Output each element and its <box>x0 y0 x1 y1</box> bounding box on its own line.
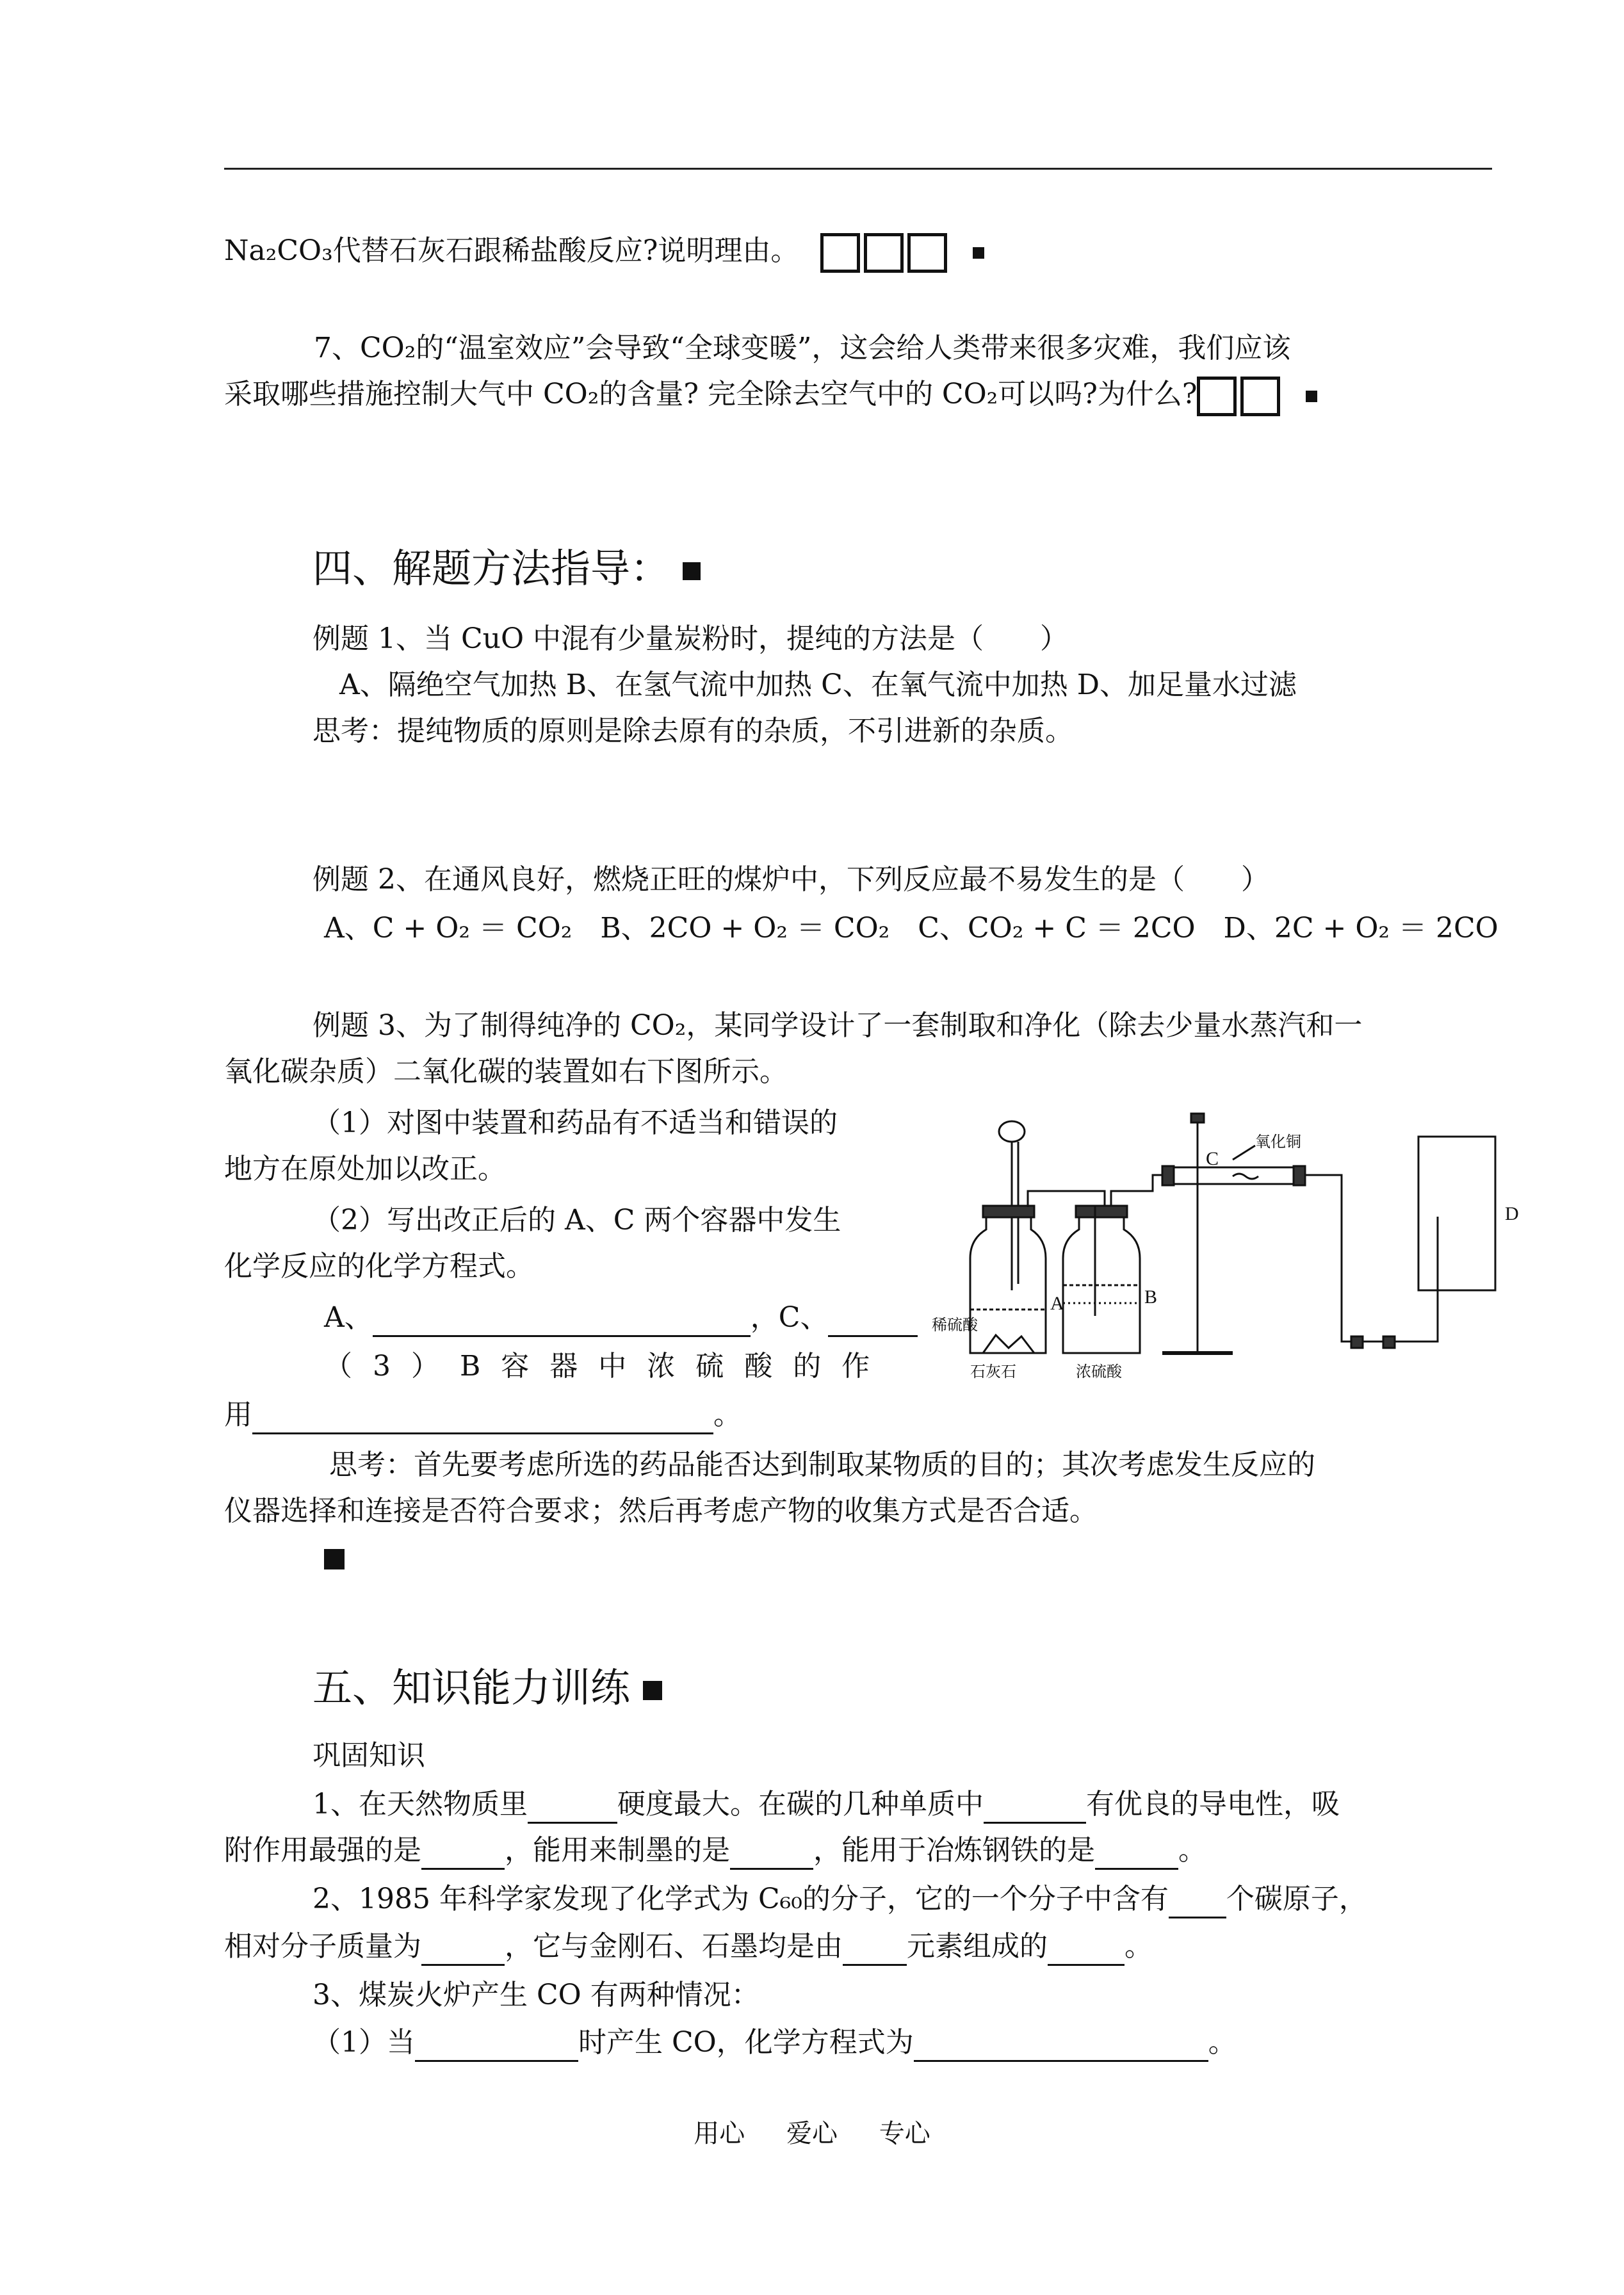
ex3-end <box>324 1538 345 1577</box>
answer-blank[interactable] <box>984 1795 1086 1824</box>
answer-box[interactable] <box>864 233 904 273</box>
marker-square-icon <box>324 1549 345 1569</box>
marker-square-icon <box>683 562 701 580</box>
label-a: A <box>1050 1293 1064 1314</box>
answer-blank[interactable] <box>252 1406 713 1434</box>
answer-box[interactable] <box>1197 377 1237 416</box>
answer-blank[interactable] <box>843 1937 907 1966</box>
label-limestone: 石灰石 <box>970 1364 1016 1380</box>
collection-bottle-d <box>1418 1137 1495 1290</box>
label-c: C <box>1206 1148 1219 1169</box>
answer-blank[interactable] <box>421 1937 505 1966</box>
answer-blank[interactable] <box>914 2033 1208 2062</box>
ex3-q3b: 用 。 <box>224 1396 742 1434</box>
label-copper-oxide: 氧化铜 <box>1255 1134 1301 1151</box>
marker-square-icon <box>1306 391 1317 402</box>
ex3-think2: 仪器选择和连接是否符合要求；然后再考虑产物的收集方式是否合适。 <box>224 1495 1098 1527</box>
ex3-think1: 思考：首先要考虑所选的药品能否达到制取某物质的目的；其次考虑发生反应的 <box>329 1448 1315 1481</box>
q7-line2: 采取哪些措施控制大气中 CO₂的含量? 完全除去空气中的 CO₂可以吗?为什么? <box>224 375 1317 416</box>
answer-blank[interactable] <box>421 1841 505 1870</box>
s5-q2-line2: 相对分子质量为 ，它与金刚石、石墨均是由 元素组成的 。 <box>224 1927 1153 1966</box>
q6-tail: Na₂CO₃代替石灰石跟稀盐酸反应?说明理由。 <box>224 232 984 273</box>
answer-blank[interactable] <box>373 1308 751 1337</box>
section5-title: 五、知识能力训练 <box>313 1662 662 1714</box>
answer-blank[interactable] <box>730 1841 813 1870</box>
answer-box[interactable] <box>907 233 947 273</box>
bottle-b <box>1063 1213 1140 1353</box>
label-conc-acid: 浓硫酸 <box>1076 1364 1122 1380</box>
marker-square-icon <box>973 247 984 259</box>
funnel <box>999 1121 1025 1142</box>
marker-square-icon <box>643 1681 662 1700</box>
header-rule <box>224 168 1492 170</box>
ex3-q1a: （1）对图中装置和药品有不适当和错误的 <box>313 1107 838 1139</box>
ex3-line1: 例题 3、为了制得纯净的 CO₂，某同学设计了一套制取和净化（除去少量水蒸汽和一 <box>313 1009 1363 1042</box>
section4-title: 四、解题方法指导： <box>313 543 701 594</box>
ex2-options: A、C + O₂ ＝ CO₂ B、2CO + O₂ ＝ CO₂ C、CO₂ + C ＝ 2CO D、2C + O₂ ＝ 2CO <box>324 912 1498 945</box>
ex3-q2b: 化学反应的化学方程式。 <box>224 1250 534 1283</box>
s5-q1-line1: 1、在天然物质里 硬度最大。在碳的几种单质中 有优良的导电性，吸 <box>313 1785 1340 1824</box>
answer-blank[interactable] <box>415 2033 578 2062</box>
bottle-a <box>970 1213 1046 1353</box>
answer-blank[interactable] <box>1169 1890 1226 1918</box>
s5-q2-line1: 2、1985 年科学家发现了化学式为 C₆₀的分子，它的一个分子中含有 个碳原子， <box>313 1880 1367 1918</box>
ex3-q3a: （ 3 ） B 容 器 中 浓 硫 酸 的 作 <box>324 1350 876 1383</box>
ex1-options: A、隔绝空气加热 B、在氢气流中加热 C、在氧气流中加热 D、加足量水过滤 <box>339 669 1297 701</box>
answer-blank[interactable] <box>1048 1937 1125 1966</box>
ex3-q2a: （2）写出改正后的 A、C 两个容器中发生 <box>313 1204 841 1237</box>
s5-q1-line2: 附作用最强的是 ，能用来制墨的是 ，能用于冶炼钢铁的是 。 <box>224 1831 1206 1870</box>
label-b: B <box>1144 1286 1158 1308</box>
answer-blank[interactable] <box>828 1308 918 1337</box>
apparatus-diagram <box>932 1098 1521 1380</box>
ex3-line2: 氧化碳杂质）二氧化碳的装置如右下图所示。 <box>224 1055 788 1088</box>
label-d: D <box>1505 1203 1519 1224</box>
ex3-q2c: A、 ，C、 <box>324 1299 918 1337</box>
ex1-think: 思考：提纯物质的原则是除去原有的杂质，不引进新的杂质。 <box>313 715 1073 747</box>
answer-box[interactable] <box>820 233 860 273</box>
s5-q3-stem: 3、煤炭火炉产生 CO 有两种情况： <box>313 1979 759 2011</box>
s5-q3-line1: （1）当 时产生 CO，化学方程式为 。 <box>313 2023 1237 2062</box>
ex1-stem: 例题 1、当 CuO 中混有少量炭粉时，提纯的方法是（ ） <box>313 622 1069 655</box>
q7-line1: 7、CO₂的“温室效应”会导致“全球变暖”，这会给人类带来很多灾难，我们应该 <box>314 332 1291 364</box>
label-dilute-acid: 稀硫酸 <box>932 1317 978 1334</box>
page-footer: 用心 爱心 专心 <box>694 2119 930 2148</box>
ex2-stem: 例题 2、在通风良好，燃烧正旺的煤炉中，下列反应最不易发生的是（ ） <box>313 863 1269 896</box>
answer-box[interactable] <box>1240 377 1280 416</box>
answer-blank[interactable] <box>1095 1841 1178 1870</box>
answer-blank[interactable] <box>528 1795 617 1824</box>
ex3-q1b: 地方在原处加以改正。 <box>224 1153 506 1185</box>
section5-sub: 巩固知识 <box>313 1739 425 1772</box>
